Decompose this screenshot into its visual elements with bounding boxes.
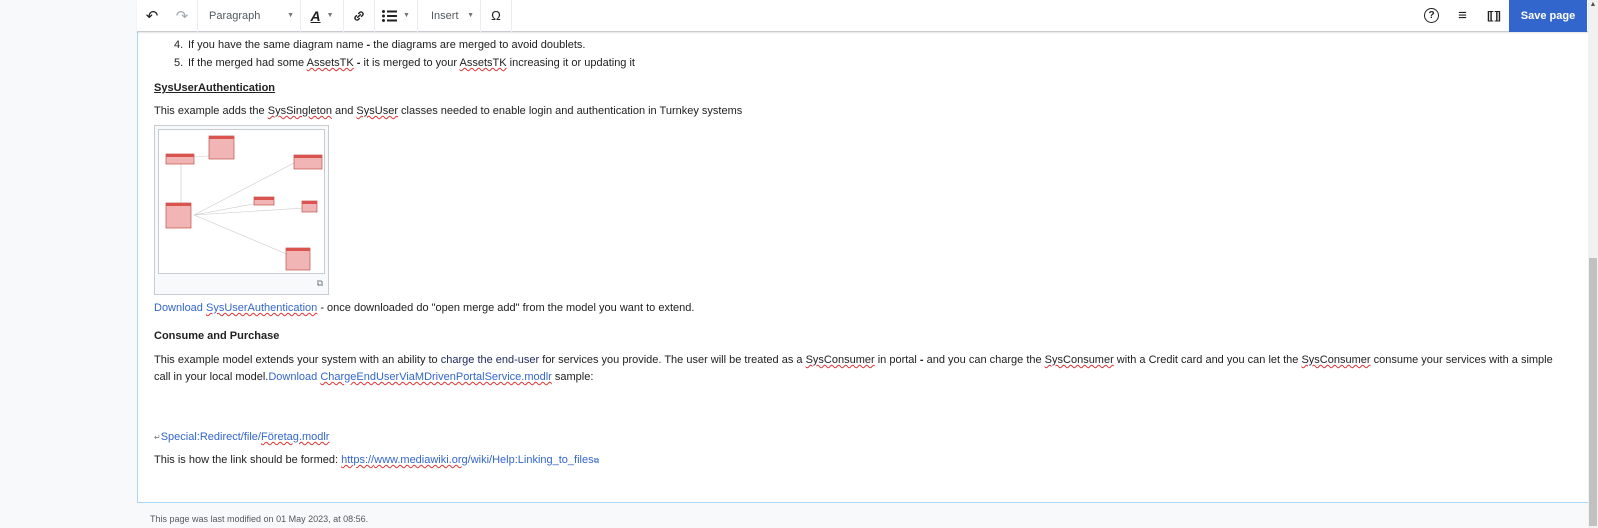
redo-icon[interactable]: ↷ xyxy=(175,7,189,25)
paragraph-text: and xyxy=(331,105,357,117)
omega-icon: Ω xyxy=(491,8,501,23)
sysuser-link[interactable]: SysUser xyxy=(356,105,398,117)
url-link-domain[interactable]: www.mediawiki.org xyxy=(374,454,468,466)
diagram-drawing xyxy=(159,130,324,273)
paragraph-text: for services you provide. The user will be treated as a xyxy=(539,354,806,366)
save-page-button[interactable]: Save page xyxy=(1509,0,1587,32)
insert-dropdown[interactable] xyxy=(418,0,480,32)
list-item-text: increasing it or updating it xyxy=(506,57,635,69)
section-paragraph xyxy=(154,105,742,117)
diagram-thumbnail[interactable] xyxy=(154,125,329,295)
paragraph-text: This is how the link should be formed: xyxy=(154,454,342,466)
list-item-text: If the merged had some xyxy=(188,57,307,69)
editor-toolbar xyxy=(137,0,1588,32)
undo-icon[interactable]: ↶ xyxy=(145,7,159,25)
chevron-down-icon: ▼ xyxy=(467,12,474,19)
paragraph-text: - once downloaded do "open merge add" from the model you want to extend. xyxy=(317,302,695,314)
chevron-down-icon: ▼ xyxy=(403,12,410,19)
numbered-list xyxy=(174,36,635,72)
switch-to-source-button[interactable] xyxy=(1478,0,1509,32)
redirect-link-paragraph xyxy=(154,431,329,443)
list-item-dash: - xyxy=(353,57,364,69)
syssingleton-link[interactable]: SysSingleton xyxy=(267,105,332,117)
scroll-up-arrow-icon[interactable]: ▲ xyxy=(1589,1,1597,8)
content-panel xyxy=(137,0,1588,503)
help-icon: ? xyxy=(1424,8,1439,23)
chevron-down-icon: ▼ xyxy=(326,12,334,19)
list-item-text: the diagrams are merged to avoid doublets. xyxy=(370,39,586,51)
magnify-icon[interactable]: ⧉ xyxy=(316,278,323,288)
sysconsumer-link[interactable]: SysConsumer xyxy=(1301,354,1371,366)
paragraph-format-label: Paragraph xyxy=(209,9,261,22)
url-link-protocol[interactable]: https:// xyxy=(341,454,375,466)
list-button[interactable] xyxy=(375,0,417,32)
download-sysuserauthentication-link[interactable]: SysUserAuthentication xyxy=(205,302,318,314)
section-heading-consume-and-purchase: Consume and Purchase xyxy=(154,330,280,342)
source-editing-icon: [[ ]] xyxy=(1487,9,1500,22)
sysconsumer-link[interactable]: SysConsumer xyxy=(805,354,875,366)
paragraph-text: consume your services with a simple call in your local model. xyxy=(154,354,1553,383)
list-item-number: 4. xyxy=(174,39,184,51)
external-link-icon: ⧉ xyxy=(593,456,600,465)
paragraph-text: This example adds the xyxy=(154,105,268,117)
page-options-button[interactable] xyxy=(1447,0,1478,32)
consume-paragraph xyxy=(154,352,1554,386)
paragraph-text: with a Credit card and you can let the xyxy=(1113,354,1302,366)
foretag-modlr-link[interactable]: Företag.modlr xyxy=(260,431,330,443)
toolbar-right-group xyxy=(1416,0,1588,32)
list-item-number: 5. xyxy=(174,57,184,69)
paragraph-text: classes needed to enable login and authentication in Turnkey systems xyxy=(397,105,743,117)
return-icon: ↵ xyxy=(154,433,161,442)
list-item-text: it is merged to your xyxy=(363,57,460,69)
special-redirect-link[interactable]: Special:Redirect/file/ xyxy=(160,431,261,443)
toolbar-separator xyxy=(511,0,512,32)
page-footer: This page was last modified on 01 May 2023, at 08:56. xyxy=(150,514,369,524)
paragraph-text: and you can charge the xyxy=(923,354,1045,366)
download-label[interactable]: Download xyxy=(268,371,321,383)
scrollbar-thumb[interactable] xyxy=(1589,258,1597,526)
charge-end-user-link[interactable]: charge the end-user xyxy=(440,354,540,366)
text-style-button[interactable] xyxy=(301,0,343,32)
list-item xyxy=(174,54,635,72)
paragraph-text: sample: xyxy=(551,371,594,383)
hamburger-menu-icon: ≡ xyxy=(1458,7,1467,24)
download-charge-end-user-link[interactable]: ChargeEndUserViaMDrivenPortalService.modlr xyxy=(320,371,552,383)
help-button[interactable] xyxy=(1416,0,1447,32)
paragraph-text: in portal xyxy=(874,354,920,366)
list-item-text: If you have the same diagram name xyxy=(188,39,367,51)
link-button[interactable] xyxy=(344,0,374,32)
download-label[interactable]: Download xyxy=(154,302,206,314)
paragraph-format-dropdown[interactable] xyxy=(198,0,300,32)
special-character-button[interactable] xyxy=(481,0,511,32)
section-heading-sysuserauthentication[interactable]: SysUserAuthentication xyxy=(154,82,276,94)
text-style-icon: A xyxy=(310,7,321,24)
diagram-image xyxy=(158,129,325,274)
url-link-path[interactable]: /wiki/Help:Linking_to_files xyxy=(467,454,594,466)
insert-label: Insert xyxy=(431,9,459,22)
assetstk-link[interactable]: AssetsTK xyxy=(306,57,354,69)
list-item-dash: - xyxy=(366,39,371,51)
paragraph-text: This example model extends your system with an ability to xyxy=(154,354,441,366)
link-icon xyxy=(352,9,366,23)
paragraph-dash: - xyxy=(919,354,924,366)
list-item xyxy=(174,36,635,54)
download-paragraph xyxy=(154,302,694,314)
assetstk-link[interactable]: AssetsTK xyxy=(459,57,507,69)
bullet-list-icon xyxy=(382,10,397,22)
link-formed-paragraph xyxy=(154,454,599,466)
sysconsumer-link[interactable]: SysConsumer xyxy=(1044,354,1114,366)
chevron-down-icon: ▼ xyxy=(287,12,294,19)
vertical-scrollbar[interactable] xyxy=(1588,0,1598,528)
